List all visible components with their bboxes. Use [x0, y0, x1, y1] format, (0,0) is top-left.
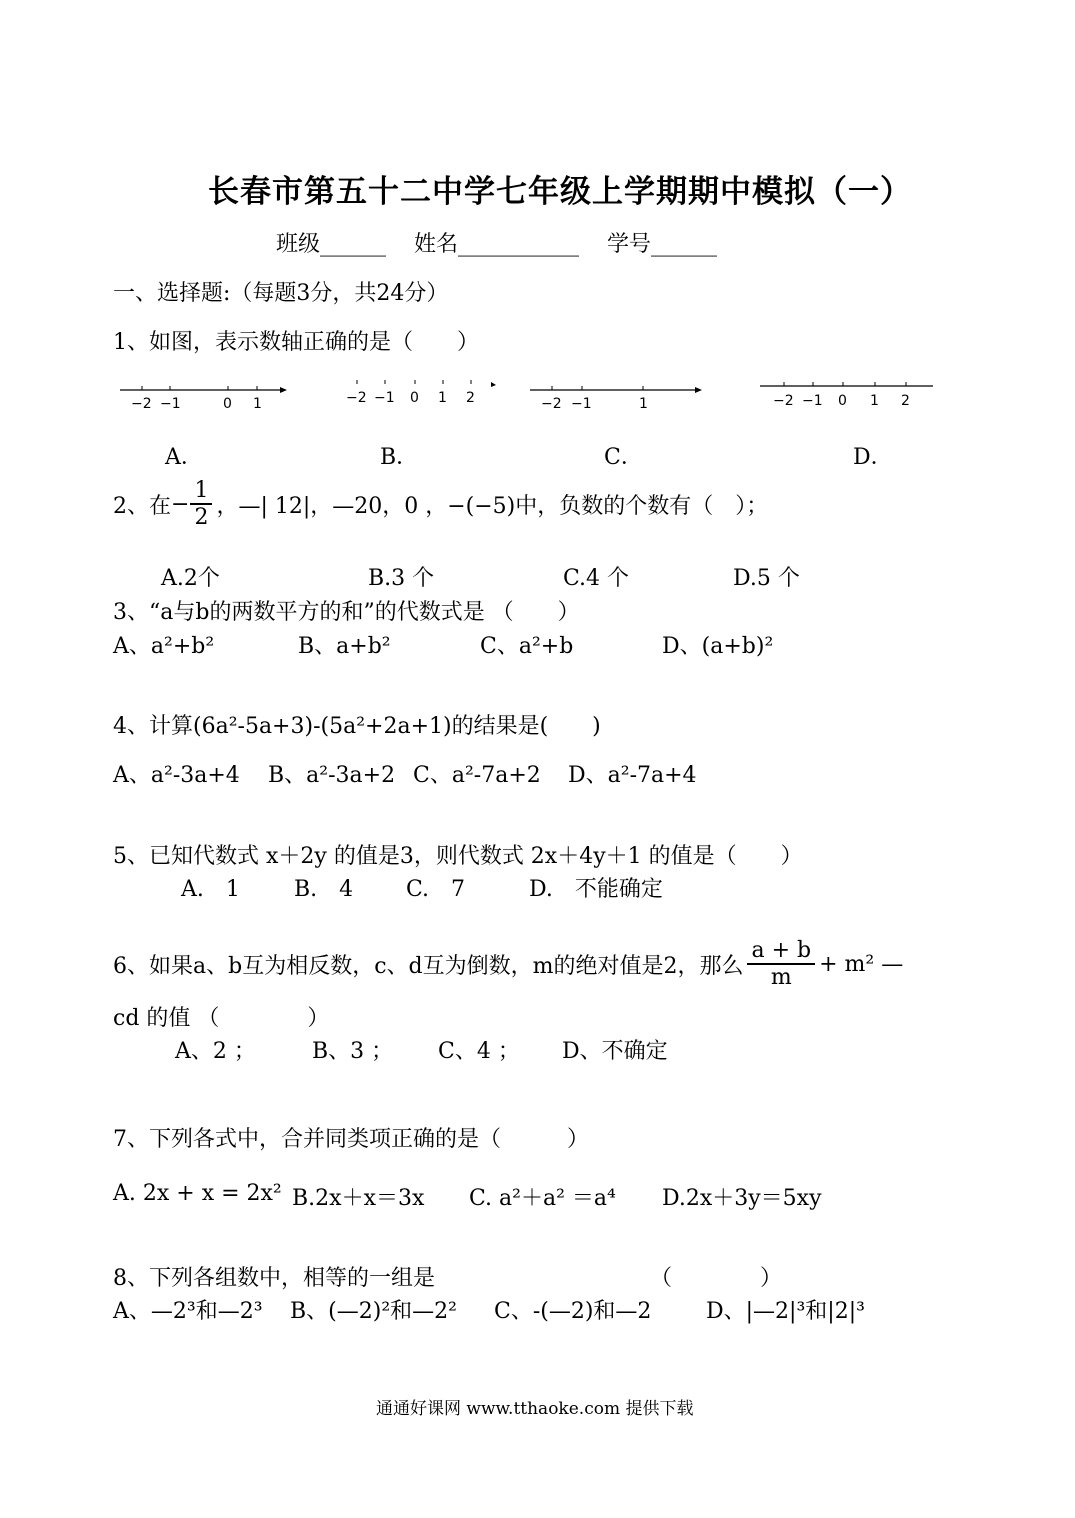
option-a: A.2个: [161, 566, 220, 591]
option-c: C.4 个: [563, 566, 630, 591]
fraction: [190, 478, 212, 530]
q6-after: + m² —: [819, 951, 904, 977]
option-d: D.5 个: [733, 566, 800, 591]
number-lines-figure: [115, 375, 945, 415]
option-d: D、|—2|³和|2|³: [706, 1299, 865, 1324]
option-d: D.2x＋3y＝5xy: [662, 1186, 822, 1211]
option-c: C、-(—2)和—2: [494, 1299, 652, 1324]
tick-label: 1: [438, 390, 447, 406]
name-blank: ___________: [458, 232, 580, 257]
option-a: A. 1: [181, 877, 240, 902]
option-d: D、不确定: [562, 1039, 668, 1064]
class-label: 班级: [276, 232, 321, 257]
option-b: B.2x＋x＝3x: [292, 1186, 425, 1211]
q2-prefix: 2、在: [113, 493, 171, 519]
tick-label: 0: [223, 396, 232, 412]
tick-label: −1: [571, 396, 592, 412]
number-line-a: [120, 386, 287, 412]
question-3-stem: 3、“a与b的两数平方的和”的代数式是 （ ）: [113, 600, 580, 625]
id-blank: ______: [651, 232, 718, 257]
q2-frac-sign: −: [171, 491, 190, 517]
q2-rest: ，—| 12|，—20，0 ，−(−5)中，负数的个数有（ ）；: [216, 493, 769, 519]
number-line-b: [346, 380, 496, 406]
tick-label: 1: [870, 393, 879, 409]
option-d: D．: [853, 445, 893, 470]
tick-label: 0: [410, 390, 419, 406]
option-b: B、(—2)²和—2²: [290, 1299, 457, 1324]
tick-label: −2: [346, 390, 367, 406]
option-d: D、(a+b)²: [662, 634, 774, 659]
tick-label: 0: [838, 393, 847, 409]
tick-label: −2: [131, 396, 152, 412]
q6-text: 6、如果a、b互为相反数，c、d互为倒数，m的绝对值是2，那么: [113, 953, 744, 979]
question-7-stem: 7、下列各式中，合并同类项正确的是（ ）: [113, 1127, 589, 1152]
option-c: C、a²+b: [480, 634, 574, 659]
option-a: A．: [165, 445, 203, 470]
fraction-denominator: 2: [194, 505, 209, 530]
tick-label: 2: [466, 390, 475, 406]
option-c: C、4 ；: [438, 1039, 520, 1064]
option-b: B．: [380, 445, 419, 470]
fraction-numerator: 1: [190, 478, 212, 505]
option-b: B.3 个: [368, 566, 435, 591]
tick-label: −1: [160, 396, 181, 412]
number-line-d: [760, 382, 933, 409]
name-label: 姓名: [414, 232, 459, 257]
answer-paren: （ ）: [650, 1266, 783, 1291]
class-blank: ______: [320, 232, 387, 257]
question-8-stem: 8、下列各组数中，相等的一组是: [113, 1266, 435, 1291]
option-a: A、a²-3a+4: [113, 763, 240, 788]
tick-label: 2: [901, 393, 910, 409]
fraction-numerator: a + b: [747, 938, 815, 965]
page-title: 长春市第五十二中学七年级上学期期中模拟（一）: [208, 174, 912, 210]
question-5-stem: 5、已知代数式 x＋2y 的值是3，则代数式 2x＋4y＋1 的值是（ ）: [113, 844, 803, 869]
option-a: A、2 ；: [175, 1039, 256, 1064]
option-a: A. 2x + x = 2x²: [113, 1181, 282, 1206]
tick-label: −2: [541, 396, 562, 412]
id-label: 学号: [607, 232, 652, 257]
tick-label: −1: [374, 390, 395, 406]
option-d: D、a²-7a+4: [568, 763, 697, 788]
fraction-denominator: m: [770, 965, 792, 990]
question-6-stem: [113, 938, 903, 990]
option-a: A、a²+b²: [113, 634, 215, 659]
question-1-stem: 1、如图，表示数轴正确的是（ ）: [113, 330, 479, 355]
option-c: C. 7: [406, 877, 466, 902]
tick-label: −2: [773, 393, 794, 409]
option-c: C. a²＋a² ＝a⁴: [469, 1186, 616, 1211]
question-6-line2: cd 的值 （ ）: [113, 1006, 330, 1031]
option-c: C、a²-7a+2: [413, 763, 541, 788]
question-4-stem: 4、计算(6a²-5a+3)-(5a²+2a+1)的结果是( ): [113, 714, 601, 739]
option-a: A、—2³和—2³: [113, 1299, 263, 1324]
tick-label: −1: [802, 393, 823, 409]
option-b: B、a²-3a+2: [268, 763, 396, 788]
fraction: [747, 938, 815, 990]
option-c: C．: [604, 445, 643, 470]
number-line-c: [530, 386, 702, 412]
option-b: B. 4: [294, 877, 354, 902]
option-b: B、3 ；: [312, 1039, 394, 1064]
tick-label: 1: [253, 396, 262, 412]
tick-label: 1: [639, 396, 648, 412]
option-d: D. 不能确定: [529, 877, 663, 902]
section-heading: 一、选择题:（每题3分，共24分）: [113, 281, 449, 306]
option-b: B、a+b²: [298, 634, 391, 659]
question-2-stem: [113, 478, 768, 530]
footer-credit: 通通好课网 www.tthaoke.com 提供下载: [376, 1399, 694, 1419]
student-info: [276, 227, 717, 258]
